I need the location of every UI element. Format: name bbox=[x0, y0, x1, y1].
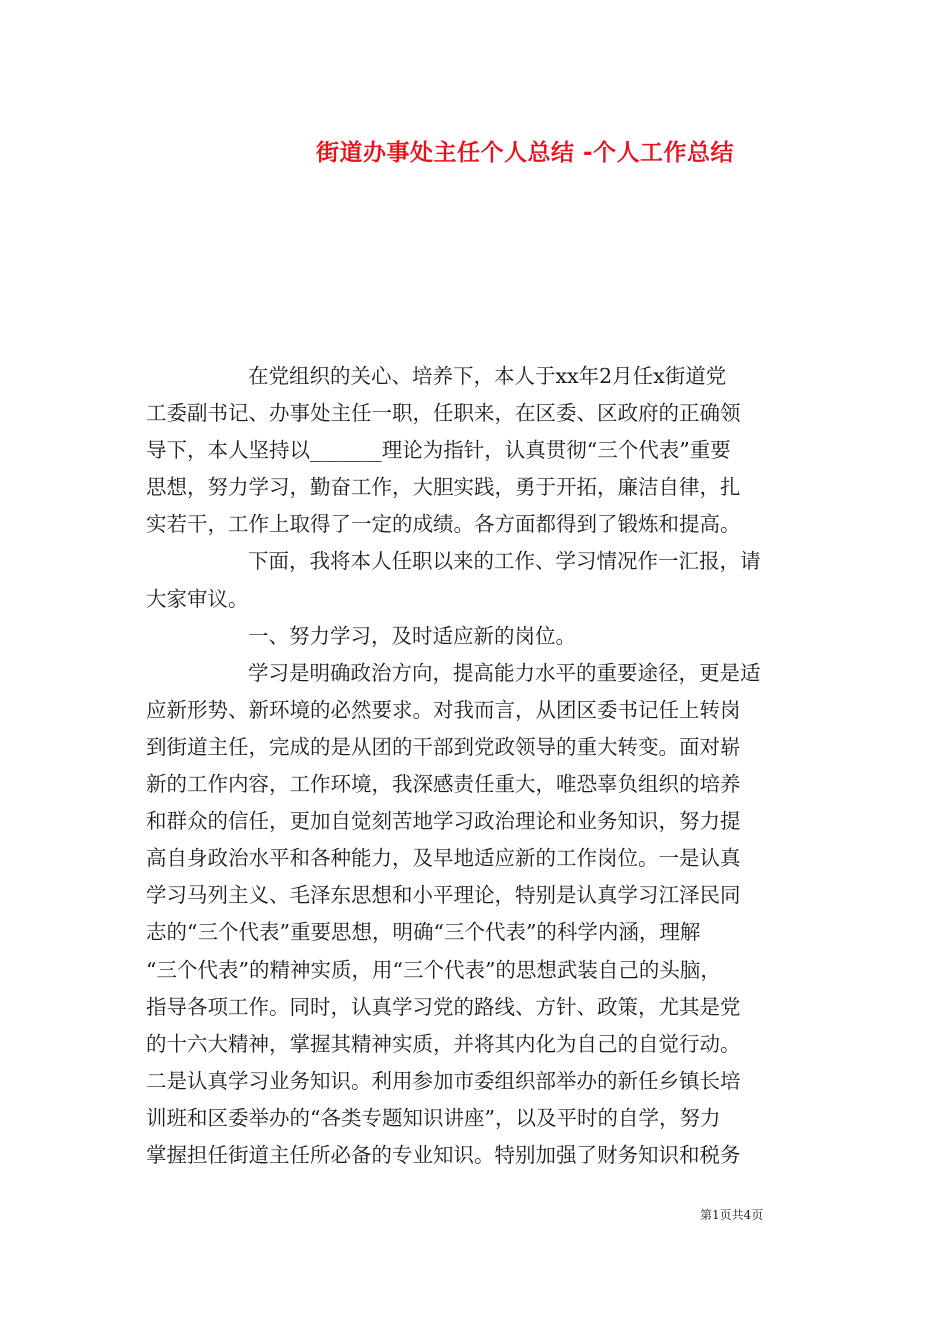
paragraph-line: 到街道主任，完成的是从团的干部到党政领导的重大转变。面对崭 bbox=[146, 734, 741, 759]
paragraph-line: 新的工作内容，工作环境，我深感责任重大，唯恐辜负组织的培养 bbox=[146, 772, 741, 797]
paragraph-line: 实若干，工作上取得了一定的成绩。各方面都得到了锻炼和提高。 bbox=[146, 512, 741, 537]
paragraph-line: 学习是明确政治方向，提高能力水平的重要途径，更是适 bbox=[248, 660, 761, 685]
paragraph-line: 志的“三个代表”重要思想，明确“三个代表”的科学内涵，理解 bbox=[146, 920, 701, 945]
paragraph-line: 和群众的信任，更加自觉刻苦地学习政治理论和业务知识，努力提 bbox=[146, 809, 741, 834]
paragraph-line: 下面，我将本人任职以来的工作、学习情况作一汇报，请 bbox=[248, 549, 761, 574]
paragraph-line: 思想，努力学习，勤奋工作，大胆实践，勇于开拓，廉洁自律，扎 bbox=[146, 475, 741, 500]
paragraph-line: 导下，本人坚持以_______理论为指针，认真贯彻“三个代表”重要 bbox=[146, 438, 731, 463]
document-body bbox=[146, 358, 812, 1174]
paragraph-line: 大家审议。 bbox=[146, 586, 249, 611]
document-title: 街道办事处主任个人总结 -个人工作总结 bbox=[315, 140, 735, 166]
page-number-footer: 第1页共4页 bbox=[700, 1208, 764, 1222]
paragraph-line: “三个代表”的精神实质，用“三个代表”的思想武装自己的头脑， bbox=[146, 957, 721, 982]
paragraph-line: 工委副书记、办事处主任一职，任职来，在区委、区政府的正确领 bbox=[146, 401, 741, 426]
paragraph-line: 训班和区委举办的“各类专题知识讲座”，以及平时的自学，努力 bbox=[146, 1105, 721, 1130]
paragraph-line: 应新形势、新环境的必然要求。对我而言，从团区委书记任上转岗 bbox=[146, 697, 741, 722]
paragraph-line: 二是认真学习业务知识。利用参加市委组织部举办的新任乡镇长培 bbox=[146, 1068, 741, 1093]
section-heading: 一、努力学习，及时适应新的岗位。 bbox=[248, 623, 576, 648]
paragraph-line: 掌握担任街道主任所必备的专业知识。特别加强了财务知识和税务 bbox=[146, 1142, 741, 1167]
paragraph-line: 的十六大精神，掌握其精神实质，并将其内化为自己的自觉行动。 bbox=[146, 1031, 741, 1056]
paragraph-line: 高自身政治水平和各种能力，及早地适应新的工作岗位。一是认真 bbox=[146, 846, 741, 871]
paragraph-line: 在党组织的关心、培养下，本人于xx年2月任x街道党 bbox=[248, 364, 727, 388]
paragraph-line: 学习马列主义、毛泽东思想和小平理论，特别是认真学习江泽民同 bbox=[146, 883, 741, 908]
paragraph-line: 指导各项工作。同时，认真学习党的路线、方针、政策，尤其是党 bbox=[146, 994, 741, 1019]
